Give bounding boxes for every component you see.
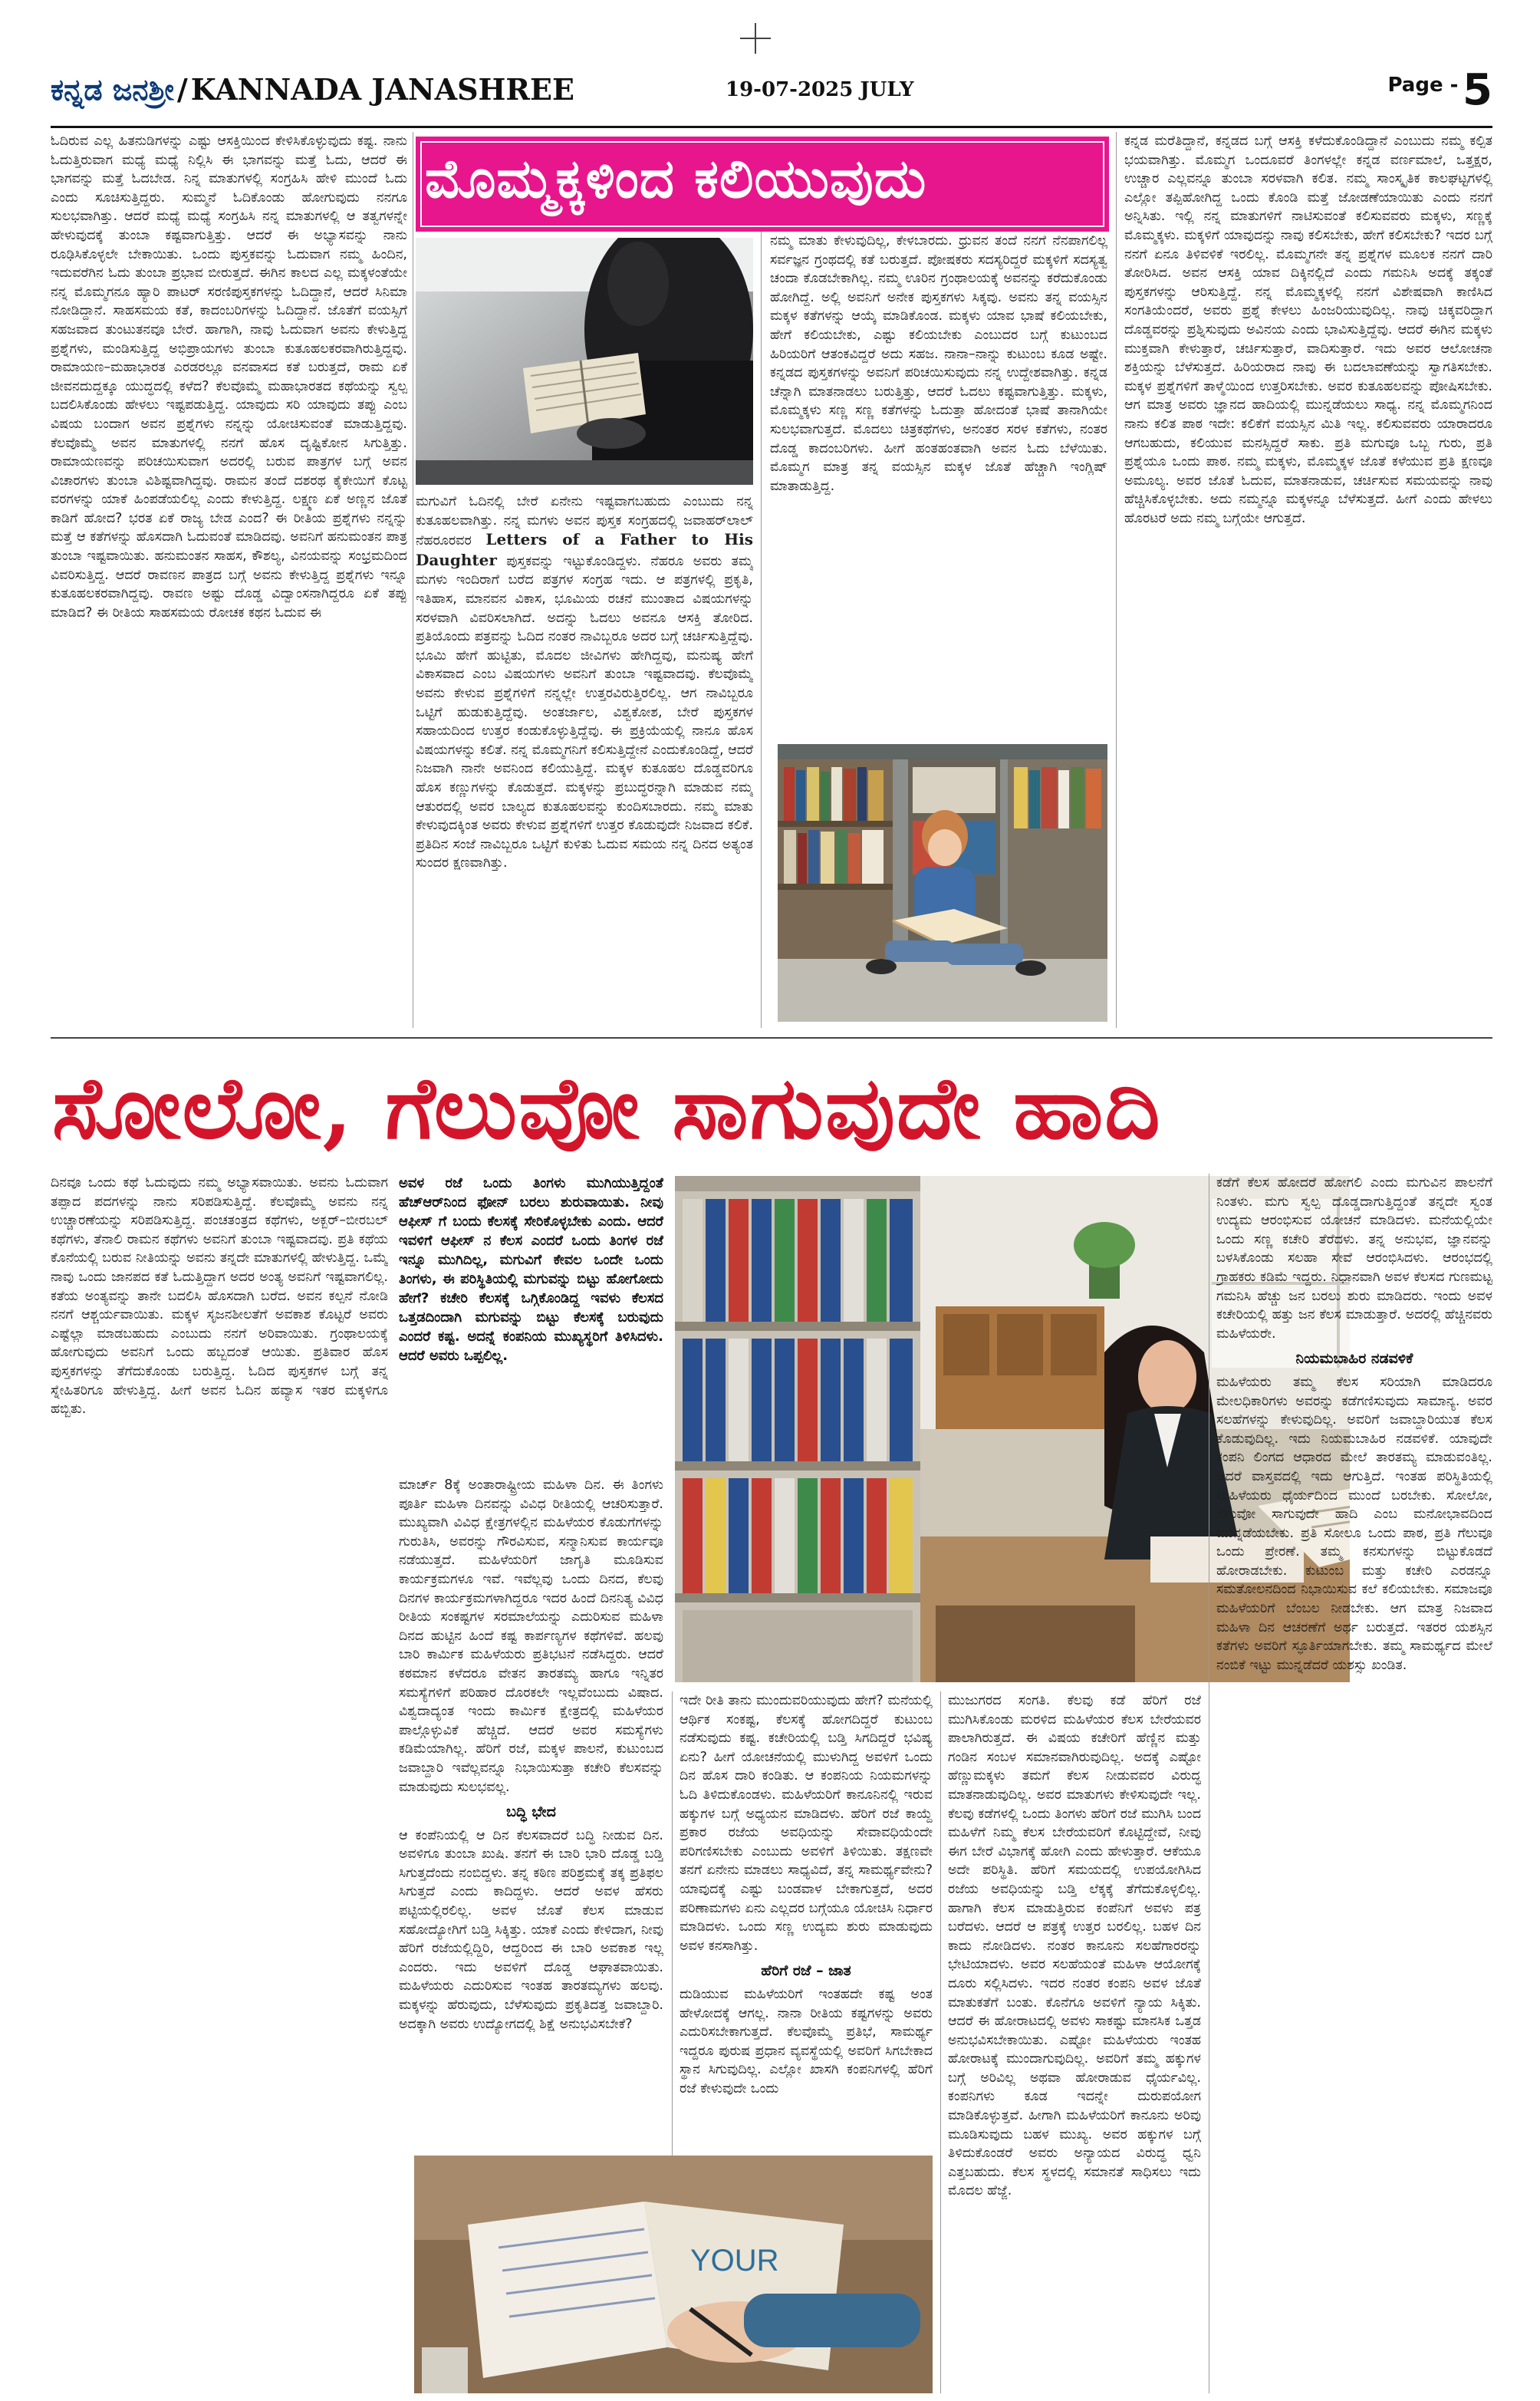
column-divider: [761, 232, 762, 1028]
article2-column-3-text: ಮುಜುಗರದ ಸಂಗತಿ. ಕೆಲವು ಕಡೆ ಹೆರಿಗೆ ರಜೆ ಮುಗಿಸಿಕೊಂಡು ಮರಳಿದ ಮಹಿಳೆಯರ ಕೆಲಸ ಬೇರೆಯವರ ಪಾಲಾಗಿರುತ್ತದೆ. ಈ ವಿಷಯ ಕಚೇರಿಗೆ ಹೆಣ್ಣಿನ ಮತ್ತು ಗಂಡಿನ ಸಂಬಳ ಸಮಾನವಾಗಿರುವುದಿಲ್ಲ. ಅದಕ್ಕೆ ಎಷ್ಟೋ ಹೆಣ್ಣುಮಕ್ಕಳು ತಮಗೆ ಕೆಲಸ ನೀಡುವವರ ವಿರುದ್ಧ ಮಾತನಾಡುವುದಿಲ್ಲ. ಅವರ ಮಾತುಗಳು ಕೇಳಿಸುವುದೇ ಇಲ್ಲ. ಕೆಲವು ಕಡೆಗಳಲ್ಲಿ ಒಂದು ತಿಂಗಳು ಹೆರಿಗೆ ರಜೆ ಮುಗಿಸಿ ಬಂದ ಮಹಿಳೆಗೆ ನಿಮ್ಮ ಕೆಲಸ ಬೇರೆಯವರಿಗೆ ಕೊಟ್ಟಿದ್ದೇವೆ, ನೀವು ಈಗ ಬೇರೆ ವಿಭಾಗಕ್ಕೆ ಹೋಗಿ ಎಂದು ಹೇಳುತ್ತಾರೆ. ಆಕೆಯೂ ಅದೇ ಪರಿಸ್ಥಿತಿ. ಹೆರಿಗೆ ಸಮಯದಲ್ಲಿ ಉಪಯೋಗಿಸಿದ ರಜೆಯ ಅವಧಿಯನ್ನು ಬಡ್ತಿ ಲೆಕ್ಕಕ್ಕೆ ತೆಗೆದುಕೊಳ್ಳಲಿಲ್ಲ. ಹಾಗಾಗಿ ಕೆಲಸ ಮಾಡುತ್ತಿರುವ ಕಂಪೆನಿಗೆ ಅವಳು ಪತ್ರ ಬರೆದಳು. ಆದರೆ ಆ ಪತ್ರಕ್ಕೆ ಉತ್ತರ ಬರಲಿಲ್ಲ. ಬಹಳ ದಿನ ಕಾದು ನೋಡಿದಳು. ನಂತರ ಕಾನೂನು ಸಲಹೆಗಾರರನ್ನು ಭೇಟಿಯಾದಳು. ಅವರ ಸಲಹೆಯಂತೆ ಮಹಿಳಾ ಆಯೋಗಕ್ಕೆ ದೂರು ಸಲ್ಲಿಸಿದಳು. ಇದರ ನಂತರ ಕಂಪನಿ ಅವಳ ಜೊತೆ ಮಾತುಕತೆಗೆ ಬಂತು. ಕೊನೆಗೂ ಅವಳಿಗೆ ನ್ಯಾಯ ಸಿಕ್ಕಿತು. ಆದರೆ ಈ ಹೋರಾಟದಲ್ಲಿ ಅವಳು ಸಾಕಷ್ಟು ಮಾನಸಿಕ ಒತ್ತಡ ಅನುಭವಿಸಬೇಕಾಯಿತು. ಎಷ್ಟೋ ಮಹಿಳೆಯರು ಇಂತಹ ಹೋರಾಟಕ್ಕೆ ಮುಂದಾಗುವುದಿಲ್ಲ. ಅವರಿಗೆ ತಮ್ಮ ಹಕ್ಕುಗಳ ಬಗ್ಗೆ ಅರಿವಿಲ್ಲ ಅಥವಾ ಹೋರಾಡುವ ಧೈರ್ಯವಿಲ್ಲ. ಕಂಪನಿಗಳು ಕೂಡ ಇದನ್ನೇ ದುರುಪಯೋಗ ಮಾಡಿಕೊಳ್ಳುತ್ತವೆ. ಹೀಗಾಗಿ ಮಹಿಳೆಯರಿಗೆ ಕಾನೂನು ಅರಿವು ಮೂಡಿಸುವುದು ಬಹಳ ಮುಖ್ಯ. ಅವರ ಹಕ್ಕುಗಳ ಬಗ್ಗೆ ತಿಳಿದುಕೊಂಡರೆ ಅವರು ಅನ್ಯಾಯದ ವಿರುದ್ಧ ಧ್ವನಿ ಎತ್ತಬಹುದು. ಕೆಲಸ ಸ್ಥಳದಲ್ಲಿ ಸಮಾನತೆ ಸಾಧಿಸಲು ಇದು ಮೊದಲ ಹೆಜ್ಜೆ.: [948, 1693, 1201, 2199]
article1-headline: ಮೊಮ್ಮಕ್ಕಳಿಂದ ಕಲಿಯುವುದು: [425, 147, 927, 210]
photo-reading-woman: [416, 238, 753, 485]
article2-headline: ಸೋಲೋ, ಗೆಲುವೋ ಸಾಗುವುದೇ ಹಾದಿ: [52, 1058, 1162, 1158]
column-divider: [940, 1691, 941, 2393]
article2-subhead-1: ಬದ್ಧಿ ಭೇದ: [506, 1803, 556, 1821]
article1-column-3-text-a: ನಮ್ಮ ಮಾತು ಕೇಳುವುದಿಲ್ಲ, ಕೇಳಬಾರದು. ಧ್ರುವನ ತಂದೆ ನನಗೆ ನೆನಪಾಗಲಿಲ್ಲ ಸರ್ವಜ್ಞನ ಗ್ರಂಥದಲ್ಲಿ ಕತೆ ಬರುತ್ತದೆ. ಪೋಷಕರು ಸದಸ್ಯರಿದ್ದರೆ ಮಕ್ಕಳಿಗೆ ಸದಸ್ಯತ್ವ ಚಂದಾ ಕೊಡಬೇಕಾಗಿಲ್ಲ. ನಮ್ಮ ಊರಿನ ಗ್ರಂಥಾಲಯಕ್ಕೆ ಅವನನ್ನು ಕರೆದುಕೊಂಡು ಹೋಗಿದ್ದೆ. ಅಲ್ಲಿ ಅವನಿಗೆ ಅನೇಕ ಪುಸ್ತಕಗಳು ಸಿಕ್ಕವು. ಅವನು ತನ್ನ ವಯಸ್ಸಿನ ಮಕ್ಕಳ ಕತೆಗಳನ್ನು ಆಯ್ಕೆ ಮಾಡಿಕೊಂಡ. ಮಕ್ಕಳು ಯಾವ ಭಾಷೆ ಕಲಿಯಬೇಕು, ಹೇಗೆ ಕಲಿಯಬೇಕು, ಎಷ್ಟು ಕಲಿಯಬೇಕು ಎಂಬುದರ ಬಗ್ಗೆ ಕುಟುಂಬದ ಹಿರಿಯರಿಗೆ ಆತಂಕವಿದ್ದರೆ ಅದು ಸಹಜ. ನಾನಾ–ನಾನ್ನು ಕುಟುಂಬ ಕೂಡ ಅಷ್ಟೇ. ಕನ್ನಡದ ಪುಸ್ತಕಗಳನ್ನು ಅವನಿಗೆ ಪರಿಚಯಿಸುವುದು ನನ್ನ ಉದ್ದೇಶವಾಗಿತ್ತು. ಕನ್ನಡ ಚೆನ್ನಾಗಿ ಮಾತನಾಡಲು ಬರುತ್ತಿತ್ತು, ಆದರೆ ಓದಲು ಕಷ್ಟವಾಗುತ್ತಿತ್ತು. ಮಕ್ಕಳು, ಮೊಮ್ಮಕ್ಕಳು ಸಣ್ಣ ಸಣ್ಣ ಕತೆಗಳನ್ನು ಓದುತ್ತಾ ಹೋದಂತೆ ಭಾಷೆ ತಾನಾಗಿಯೇ ಸುಲಭವಾಗುತ್ತದೆ. ಮೊದಲು ಚಿತ್ರಕಥೆಗಳು, ಅನಂತರ ಸರಳ ಕತೆಗಳು, ನಂತರ ದೊಡ್ಡ ಕಾದಂಬರಿಗಳು. ಹೀಗೆ ಹಂತಹಂತವಾಗಿ ಅವನ ಓದು ಬೆಳೆಯಿತು. ಮೊಮ್ಮಗ ಮಾತ್ರ ತನ್ನ ವಯಸ್ಸಿನ ಮಕ್ಕಳ ಜೊತೆ ಹೆಚ್ಚಾಗಿ ಇಂಗ್ಲಿಷ್ ಮಾತಾಡುತ್ತಿದ್ದ.: [770, 233, 1107, 494]
book-title: Letters of a Father to His Daughter: [416, 530, 753, 569]
svg-text:YOUR: YOUR: [690, 2244, 779, 2277]
article1-column-2-text-b: ಪುಸ್ತಕವನ್ನು ಇಟ್ಟುಕೊಂಡಿದ್ದಳು. ನೆಹರೂ ಅವರು ತಮ್ಮ ಮಗಳು ಇಂದಿರಾಗೆ ಬರೆದ ಪತ್ರಗಳ ಸಂಗ್ರಹ ಇದು. ಆ ಪತ್ರಗಳಲ್ಲಿ ಪ್ರಕೃತಿ, ಇತಿಹಾಸ, ಮಾನವನ ವಿಕಾಸ, ಭೂಮಿಯ ರಚನೆ ಮುಂತಾದ ವಿಷಯಗಳನ್ನು ಸರಳವಾಗಿ ವಿವರಿಸಲಾಗಿದೆ. ಅದನ್ನು ಓದಲು ಅವನೂ ಆಸಕ್ತಿ ತೋರಿದ. ಪ್ರತಿಯೊಂದು ಪತ್ರವನ್ನು ಓದಿದ ನಂತರ ನಾವಿಬ್ಬರೂ ಅದರ ಬಗ್ಗೆ ಚರ್ಚಿಸುತ್ತಿದ್ದೆವು. ಭೂಮಿ ಹೇಗೆ ಹುಟ್ಟಿತು, ಮೊದಲ ಜೀವಿಗಳು ಹೇಗಿದ್ದವು, ಮನುಷ್ಯ ಹೇಗೆ ವಿಕಾಸವಾದ ಎಂಬ ವಿಷಯಗಳು ಅವನಿಗೆ ತುಂಬಾ ಇಷ್ಟವಾದವು. ಕೆಲವೊಮ್ಮೆ ಅವನು ಕೇಳುವ ಪ್ರಶ್ನೆಗಳಿಗೆ ನನ್ನಲ್ಲೇ ಉತ್ತರವಿರುತ್ತಿರಲಿಲ್ಲ. ಆಗ ನಾವಿಬ್ಬರೂ ಒಟ್ಟಿಗೆ ಹುಡುಕುತ್ತಿದ್ದೆವು. ಅಂತರ್ಜಾಲ, ವಿಶ್ವಕೋಶ, ಬೇರೆ ಪುಸ್ತಕಗಳ ಸಹಾಯದಿಂದ ಉತ್ತರ ಕಂಡುಕೊಳ್ಳುತ್ತಿದ್ದೆವು. ಈ ಪ್ರಕ್ರಿಯೆಯಲ್ಲಿ ನಾನೂ ಹೊಸ ವಿಷಯಗಳನ್ನು ಕಲಿತೆ. ನನ್ನ ಮೊಮ್ಮಗನಿಗೆ ಕಲಿಸುತ್ತಿದ್ದೇನೆ ಎಂದುಕೊಂಡಿದ್ದೆ, ಆದರೆ ನಿಜವಾಗಿ ನಾನೇ ಅವನಿಂದ ಕಲಿಯುತ್ತಿದ್ದೆ. ಮಕ್ಕಳ ಕುತೂಹಲ ದೊಡ್ಡವರಿಗೂ ಹೊಸ ಕಣ್ಣುಗಳನ್ನು ಕೊಡುತ್ತದೆ. ಮಕ್ಕಳನ್ನು ಪ್ರಬುದ್ಧರನ್ನಾಗಿ ಮಾಡುವ ನಮ್ಮ ಆತುರದಲ್ಲಿ ಅವರ ಬಾಲ್ಯದ ಕುತೂಹಲವನ್ನು ಕುಂದಿಸಬಾರದು. ನಮ್ಮ ಮಾತು ಕೇಳುವುದಕ್ಕಿಂತ ಅವರು ಕೇಳುವ ಪ್ರಶ್ನೆಗಳಿಗೆ ಉತ್ತರ ಕೊಡುವುದೇ ನಿಜವಾದ ಕಲಿಕೆ. ಪ್ರತಿದಿನ ಸಂಜೆ ನಾವಿಬ್ಬರೂ ಒಟ್ಟಿಗೆ ಕುಳಿತು ಓದುವ ಸಮಯ ನನ್ನ ದಿನದ ಅತ್ಯಂತ ಸುಂದರ ಕ್ಷಣವಾಗಿತ್ತು.: [416, 553, 753, 871]
article2-intro: ಅವಳ ರಜೆ ಒಂದು ತಿಂಗಳು ಮುಗಿಯುತ್ತಿದ್ದಂತೆ ಹೆಚ್‌ಆರ್‌ನಿಂದ ಫೋನ್ ಬರಲು ಶುರುವಾಯಿತು. ನೀವು ಆಫೀಸ್ ಗೆ ಬಂದು ಕೆಲಸಕ್ಕೆ ಸೇರಿಕೊಳ್ಳಬೇಕು ಎಂದು. ಆದರೆ ಇವಳಿಗೆ ಆಫೀಸ್ ನ ಕೆಲಸ ಎಂದರೆ ಒಂದು ತಿಂಗಳ ರಜೆ ಇನ್ನೂ ಮುಗಿದಿಲ್ಲ, ಮಗುವಿಗೆ ಕೇವಲ ಒಂದೇ ಒಂದು ತಿಂಗಳು, ಈ ಪರಿಸ್ಥಿತಿಯಲ್ಲಿ ಮಗುವನ್ನು ಬಿಟ್ಟು ಹೋಗೋದು ಹೇಗೆ? ಕಚೇರಿ ಕೆಲಸಕ್ಕೆ ಒಗ್ಗಿಕೊಂಡಿದ್ದ ಇವಳು ಕೆಲಸದ ಒತ್ತಡದಿಂದಾಗಿ ಮಗುವನ್ನು ಬಿಟ್ಟು ಕೆಲಸಕ್ಕೆ ಬರುವುದು ಎಂದರೆ ಕಷ್ಟ. ಅದನ್ನೆ ಕಂಪನಿಯ ಮುಖ್ಯಸ್ಥರಿಗೆ ತಿಳಿಸಿದಳು. ಆದರೆ ಅವರು ಒಪ್ಪಲಿಲ್ಲ.: [399, 1175, 663, 1364]
masthead-rule: [51, 126, 1492, 128]
photo-boy-library: [778, 744, 1107, 1022]
page-number: 5: [1463, 65, 1492, 115]
article2-subhead-2: ಹೆರಿಗೆ ರಜೆ – ಜಾತ: [761, 1962, 851, 1980]
photo-writing-desk: [414, 2156, 933, 2393]
article2-column-4-text: ಕಡೆಗೆ ಕೆಲಸ ಹೋದರೆ ಹೋಗಲಿ ಎಂದು ಮಗುವಿನ ಪಾಲನೆಗೆ ನಿಂತಳು. ಮಗು ಸ್ವಲ್ಪ ದೊಡ್ಡದಾಗುತ್ತಿದ್ದಂತೆ ತನ್ನದೇ ಸ್ವಂತ ಉದ್ಯಮ ಆರಂಭಿಸುವ ಯೋಚನೆ ಮಾಡಿದಳು. ಮನೆಯಲ್ಲಿಯೇ ಒಂದು ಸಣ್ಣ ಕಚೇರಿ ತೆರೆದಳು. ತನ್ನ ಅನುಭವ, ಜ್ಞಾನವನ್ನು ಬಳಸಿಕೊಂಡು ಸಲಹಾ ಸೇವೆ ಆರಂಭಿಸಿದಳು. ಆರಂಭದಲ್ಲಿ ಗ್ರಾಹಕರು ಕಡಿಮೆ ಇದ್ದರು. ನಿಧಾನವಾಗಿ ಅವಳ ಕೆಲಸದ ಗುಣಮಟ್ಟ ಗಮನಿಸಿ ಹೆಚ್ಚು ಜನ ಬರಲು ಶುರು ಮಾಡಿದರು. ಇಂದು ಅವಳ ಕಚೇರಿಯಲ್ಲಿ ಹತ್ತು ಜನ ಕೆಲಸ ಮಾಡುತ್ತಾರೆ. ಅದರಲ್ಲಿ ಹೆಚ್ಚಿನವರು ಮಹಿಳೆಯರೇ.: [1216, 1175, 1492, 1342]
article1-column-1: [51, 132, 407, 1028]
article2-subhead-3: ನಿಯಮಬಾಹಿರ ನಡವಳಿಕೆ: [1295, 1350, 1413, 1368]
registration-mark: [740, 23, 771, 54]
column-divider: [1116, 132, 1117, 1028]
article1-column-3-continued: ದಿನವೂ ಒಂದು ಕಥೆ ಓದುವುದು ನಮ್ಮ ಅಭ್ಯಾಸವಾಯಿತು. ಅವನು ಓದುವಾಗ ತಪ್ಪಾದ ಪದಗಳನ್ನು ನಾನು ಸರಿಪಡಿಸುತ್ತಿದ್ದೆ. ಕೆಲವೊಮ್ಮೆ ಅವನು ನನ್ನ ಉಚ್ಚಾರಣೆಯನ್ನು ಸರಿಪಡಿಸುತ್ತಿದ್ದ. ಪಂಚತಂತ್ರದ ಕಥೆಗಳು, ಅಕ್ಬರ್–ಬೀರಬಲ್ ಕಥೆಗಳು, ತೆನಾಲಿ ರಾಮನ ಕಥೆಗಳು ಅವನಿಗೆ ತುಂಬಾ ಇಷ್ಟವಾದವು. ಪ್ರತಿ ಕಥೆಯ ಕೊನೆಯಲ್ಲಿ ಬರುವ ನೀತಿಯನ್ನು ಅವನು ತನ್ನದೇ ಮಾತುಗಳಲ್ಲಿ ಹೇಳುತ್ತಿದ್ದ. ಒಮ್ಮೆ ನಾವು ಒಂದು ಜಾನಪದ ಕತೆ ಓದುತ್ತಿದ್ದಾಗ ಅದರ ಅಂತ್ಯ ಅವನಿಗೆ ಇಷ್ಟವಾಗಲಿಲ್ಲ. ಕತೆಯ ಅಂತ್ಯವನ್ನು ತಾನೇ ಬದಲಿಸಿ ಹೊಸದಾಗಿ ಬರೆದ. ಅವನ ಕಲ್ಪನೆ ನೋಡಿ ನನಗೆ ಆಶ್ಚರ್ಯವಾಯಿತು. ಮಕ್ಕಳ ಸೃಜನಶೀಲತೆಗೆ ಅವಕಾಶ ಕೊಟ್ಟರೆ ಅವರು ಎಷ್ಟೆಲ್ಲಾ ಮಾಡಬಹುದು ಎಂಬುದು ನನಗೆ ಅರಿವಾಯಿತು. ಗ್ರಂಥಾಲಯಕ್ಕೆ ಹೋಗುವುದು ಅವನಿಗೆ ಒಂದು ಹಬ್ಬದಂತೆ ಆಯಿತು. ಪ್ರತಿವಾರ ಹೊಸ ಪುಸ್ತಕಗಳನ್ನು ತೆಗೆದುಕೊಂಡು ಬರುತ್ತಿದ್ದ. ಓದಿದ ಪುಸ್ತಕಗಳ ಬಗ್ಗೆ ತನ್ನ ಸ್ನೇಹಿತರಿಗೂ ಹೇಳುತ್ತಿದ್ದ. ಹೀಗೆ ಅವನ ಓದಿನ ಹವ್ಯಾಸ ಇತರ ಮಕ್ಕಳಿಗೂ ಹಬ್ಬಿತು.: [51, 1175, 388, 1418]
article2-column-4-text-b: ಮಹಿಳೆಯರು ತಮ್ಮ ಕೆಲಸ ಸರಿಯಾಗಿ ಮಾಡಿದರೂ ಮೇಲಧಿಕಾರಿಗಳು ಅವರನ್ನು ಕಡೆಗಣಿಸುವುದು ಸಾಮಾನ್ಯ. ಅವರ ಸಲಹೆಗಳನ್ನು ಕೇಳುವುದಿಲ್ಲ. ಅವರಿಗೆ ಜವಾಬ್ದಾರಿಯುತ ಕೆಲಸ ಕೊಡುವುದಿಲ್ಲ. ಇದು ನಿಯಮಬಾಹಿರ ನಡವಳಿಕೆ. ಯಾವುದೇ ಕಂಪನಿ ಲಿಂಗದ ಆಧಾರದ ಮೇಲೆ ತಾರತಮ್ಯ ಮಾಡುವಂತಿಲ್ಲ. ಆದರೆ ವಾಸ್ತವದಲ್ಲಿ ಇದು ಆಗುತ್ತಿದೆ. ಇಂತಹ ಪರಿಸ್ಥಿತಿಯಲ್ಲಿ ಮಹಿಳೆಯರು ಧೈರ್ಯದಿಂದ ಮುಂದೆ ಬರಬೇಕು. ಸೋಲೋ, ಗೆಲುವೋ ಸಾಗುವುದೇ ಹಾದಿ ಎಂಬ ಮನೋಭಾವದಿಂದ ಮುನ್ನಡೆಯಬೇಕು. ಪ್ರತಿ ಸೋಲೂ ಒಂದು ಪಾಠ, ಪ್ರತಿ ಗೆಲುವೂ ಒಂದು ಪ್ರೇರಣೆ. ತಮ್ಮ ಕನಸುಗಳನ್ನು ಬಿಟ್ಟುಕೊಡದೆ ಹೋರಾಡಬೇಕು. ಕುಟುಂಬ ಮತ್ತು ಕಚೇರಿ ಎರಡನ್ನೂ ಸಮತೋಲನದಿಂದ ನಿಭಾಯಿಸುವ ಕಲೆ ಕಲಿಯಬೇಕು. ಸಮಾಜವೂ ಮಹಿಳೆಯರಿಗೆ ಬೆಂಬಲ ನೀಡಬೇಕು. ಆಗ ಮಾತ್ರ ನಿಜವಾದ ಮಹಿಳಾ ದಿನ ಆಚರಣೆಗೆ ಅರ್ಥ ಬರುತ್ತದೆ. ಇತರರ ಯಶಸ್ಸಿನ ಕತೆಗಳು ಅವರಿಗೆ ಸ್ಫೂರ್ತಿಯಾಗಬೇಕು. ತಮ್ಮ ಸಾಮರ್ಥ್ಯದ ಮೇಲೆ ನಂಬಿಕೆ ಇಟ್ಟು ಮುನ್ನಡೆದರೆ ಯಶಸ್ಸು ಖಂಡಿತ.: [1216, 1374, 1492, 1673]
article1-column-2: [416, 492, 753, 1028]
article2-column-1-text-b: ಆ ಕಂಪೆನಿಯಲ್ಲಿ ಆ ದಿನ ಕೆಲಸವಾದರೆ ಬದ್ಧಿ ನೀಡುವ ದಿನ. ಅವಳಿಗೂ ತುಂಬಾ ಖುಷಿ. ತನಗೆ ಈ ಬಾರಿ ಭಾರಿ ದೊಡ್ಡ ಬಡ್ತಿ ಸಿಗುತ್ತದೆಂದು ನಂಬಿದ್ದಳು. ತನ್ನ ಕಠಿಣ ಪರಿಶ್ರಮಕ್ಕೆ ತಕ್ಕ ಪ್ರತಿಫಲ ಸಿಗುತ್ತದೆ ಎಂದು ಕಾದಿದ್ದಳು. ಆದರೆ ಅವಳ ಹೆಸರು ಪಟ್ಟಿಯಲ್ಲಿರಲಿಲ್ಲ. ಅವಳ ಜೊತೆ ಕೆಲಸ ಮಾಡುವ ಸಹೋದ್ಯೋಗಿಗೆ ಬಡ್ತಿ ಸಿಕ್ಕಿತ್ತು. ಯಾಕೆ ಎಂದು ಕೇಳಿದಾಗ, ನೀವು ಹೆರಿಗೆ ರಜೆಯಲ್ಲಿದ್ದಿರಿ, ಆದ್ದರಿಂದ ಈ ಬಾರಿ ಅವಕಾಶ ಇಲ್ಲ ಎಂದರು. ಇದು ಅವಳಿಗೆ ದೊಡ್ಡ ಆಘಾತವಾಯಿತು. ಮಹಿಳೆಯರು ಎದುರಿಸುವ ಇಂತಹ ತಾರತಮ್ಯಗಳು ಹಲವು. ಮಕ್ಕಳನ್ನು ಹೆರುವುದು, ಬೆಳೆಸುವುದು ಪ್ರಕೃತಿದತ್ತ ಜವಾಬ್ದಾರಿ. ಅದಕ್ಕಾಗಿ ಅವರು ಉದ್ಯೋಗದಲ್ಲಿ ಶಿಕ್ಷೆ ಅನುಭವಿಸಬೇಕೆ?: [399, 1827, 663, 2032]
article-divider: [51, 1037, 1492, 1039]
publication-name: [51, 72, 574, 107]
article1-column-2-text-a: ಮಗುವಿಗೆ ಓದಿನಲ್ಲಿ ಬೇರೆ ಏನೇನು ಇಷ್ಟವಾಗಬಹುದು ಎಂಬುದು ನನ್ನ ಕುತೂಹಲವಾಗಿತ್ತು. ನನ್ನ ಮಗಳು ಅವನ ಪುಸ್ತಕ ಸಂಗ್ರಹದಲ್ಲಿ ಜವಾಹರ್‌ಲಾಲ್ ನೆಹರೂರವರ: [416, 494, 753, 549]
publication-name-english: KANNADA JANASHREE: [190, 72, 574, 107]
article2-column-2: [680, 1691, 933, 2148]
issue-date: 19-07-2025 JULY: [726, 78, 914, 101]
masthead: [51, 65, 1492, 115]
article2-column-1-text: ಮಾರ್ಚ್ 8ಕ್ಕೆ ಅಂತಾರಾಷ್ಟ್ರೀಯ ಮಹಿಳಾ ದಿನ. ಈ ತಿಂಗಳು ಪೂರ್ತಿ ಮಹಿಳಾ ದಿನವನ್ನು ವಿವಿಧ ರೀತಿಯಲ್ಲಿ ಆಚರಿಸುತ್ತಾರೆ. ಮುಖ್ಯವಾಗಿ ವಿವಿಧ ಕ್ಷೇತ್ರಗಳಲ್ಲಿನ ಮಹಿಳೆಯರ ಕೊಡುಗೆಗಳನ್ನು ಗುರುತಿಸಿ, ಅವರನ್ನು ಗೌರವಿಸುವ, ಸನ್ಮಾನಿಸುವ ಕಾರ್ಯವೂ ನಡೆಯುತ್ತದೆ. ಮಹಿಳೆಯರಿಗೆ ಜಾಗೃತಿ ಮೂಡಿಸುವ ಕಾರ್ಯಕ್ರಮಗಳೂ ಇವೆ. ಇವೆಲ್ಲವು ಒಂದು ದಿನದ, ಕೆಲವು ದಿನಗಳ ಕಾರ್ಯಕ್ರಮಗಳಾಗಿದ್ದರೂ ಇದರ ಹಿಂದೆ ದಿನನಿತ್ಯ ವಿವಿಧ ರೀತಿಯ ಸಂಕಷ್ಟಗಳ ಸರಮಾಲೆಯನ್ನು ಎದುರಿಸುವ ಮಹಿಳಾ ದಿನದ ಹುಟ್ಟಿನ ಹಿಂದೆ ಕಷ್ಟ ಕಾರ್ಪಣ್ಯಗಳ ಕಥೆಗಳಿವೆ. ಹಲವು ಬಾರಿ ಕಾರ್ಮಿಕ ಮಹಿಳೆಯರು ಪ್ರತಿಭಟನೆ ನಡೆಸಿದ್ದರು. ಆದರೆ ಕಠಮಾನ ಕಳೆದರೂ ವೇತನ ತಾರತಮ್ಯ ಹಾಗೂ ಇನ್ನಿತರ ಸಮಸ್ಯೆಗಳಿಗೆ ಪರಿಹಾರ ದೊರಕಲೇ ಇಲ್ಲವೆಂಬುದು ವಿಷಾದ. ವಿಶ್ವದಾದ್ಯಂತ ಇಂದು ಕಾರ್ಮಿಕ ಕ್ಷೇತ್ರದಲ್ಲಿ ಮಹಿಳೆಯರ ಪಾಲ್ಗೊಳ್ಳುವಿಕೆ ಹೆಚ್ಚಿದೆ. ಆದರೆ ಅವರ ಸಮಸ್ಯೆಗಳು ಕಡಿಮೆಯಾಗಿಲ್ಲ. ಹೆರಿಗೆ ರಜೆ, ಮಕ್ಕಳ ಪಾಲನೆ, ಕುಟುಂಬದ ಜವಾಬ್ದಾರಿ ಇವೆಲ್ಲವನ್ನೂ ನಿಭಾಯಿಸುತ್ತಾ ಕಚೇರಿ ಕೆಲಸವನ್ನು ಮಾಡುವುದು ಸುಲಭವಲ್ಲ.: [399, 1477, 663, 1795]
article2-column-2-text: ಇದೇ ರೀತಿ ತಾನು ಮುಂದುವರಿಯುವುದು ಹೇಗೆ? ಮನೆಯಲ್ಲಿ ಆರ್ಥಿಕ ಸಂಕಷ್ಟ, ಕೆಲಸಕ್ಕೆ ಹೋಗದಿದ್ದರೆ ಕುಟುಂಬ ನಡೆಸುವುದು ಕಷ್ಟ. ಕಚೇರಿಯಲ್ಲಿ ಬಡ್ತಿ ಸಿಗದಿದ್ದರೆ ಭವಿಷ್ಯ ಏನು? ಹೀಗೆ ಯೋಚನೆಯಲ್ಲಿ ಮುಳುಗಿದ್ದ ಅವಳಿಗೆ ಒಂದು ದಿನ ಹೊಸ ದಾರಿ ಕಂಡಿತು. ಆ ಕಂಪನಿಯ ನಿಯಮಗಳನ್ನು ಓದಿ ತಿಳಿದುಕೊಂಡಳು. ಮಹಿಳೆಯರಿಗೆ ಕಾನೂನಿನಲ್ಲಿ ಇರುವ ಹಕ್ಕುಗಳ ಬಗ್ಗೆ ಅಧ್ಯಯನ ಮಾಡಿದಳು. ಹೆರಿಗೆ ರಜೆ ಕಾಯ್ದೆ ಪ್ರಕಾರ ರಜೆಯ ಅವಧಿಯನ್ನು ಸೇವಾವಧಿಯೆಂದೇ ಪರಿಗಣಿಸಬೇಕು ಎಂಬುದು ಅವಳಿಗೆ ತಿಳಿಯಿತು. ತಕ್ಷಣವೇ ತನಗೆ ಏನೇನು ಮಾಡಲು ಸಾಧ್ಯವಿದೆ, ತನ್ನ ಸಾಮರ್ಥ್ಯವೇನು? ಯಾವುದಕ್ಕೆ ಎಷ್ಟು ಬಂಡವಾಳ ಬೇಕಾಗುತ್ತದೆ, ಅದರ ಪರಿಣಾಮಗಳು ಏನು ಎಲ್ಲದರ ಬಗ್ಗೆಯೂ ಯೋಚಿಸಿ ನಿರ್ಧಾರ ಮಾಡಿದಳು. ಒಂದು ಸಣ್ಣ ಉದ್ಯಮ ಶುರು ಮಾಡುವುದು ಅವಳ ಕನಸಾಗಿತ್ತು.: [680, 1693, 933, 1954]
article1-column-4: [1124, 132, 1492, 1028]
article2-column-2-text-b: ದುಡಿಯುವ ಮಹಿಳೆಯರಿಗೆ ಇಂತಹದೇ ಕಷ್ಟ ಅಂತ ಹೇಳೋದಕ್ಕೆ ಆಗಲ್ಲ. ನಾನಾ ರೀತಿಯ ಕಷ್ಟಗಳನ್ನು ಅವರು ಎದುರಿಸಬೇಕಾಗುತ್ತದೆ. ಕೆಲವೊಮ್ಮೆ ಪ್ರತಿಭೆ, ಸಾಮರ್ಥ್ಯ ಇದ್ದರೂ ಪುರುಷ ಪ್ರಧಾನ ವ್ಯವಸ್ಥೆಯಲ್ಲಿ ಅವರಿಗೆ ಸಿಗಬೇಕಾದ ಸ್ಥಾನ ಸಿಗುವುದಿಲ್ಲ. ಎಲ್ಲೋ ಖಾಸಗಿ ಕಂಪನಿಗಳಲ್ಲಿ ಹೆರಿಗೆ ರಜೆ ಕೇಳುವುದೇ ಒಂದು: [680, 1986, 933, 2096]
publication-name-separator: /: [176, 72, 188, 107]
article2-column-3: [948, 1691, 1201, 2393]
article1-column-1-text: ಓದಿರುವ ಎಲ್ಲ ಹಿತನುಡಿಗಳನ್ನು ಎಷ್ಟು ಆಸಕ್ತಿಯಿಂದ ಕೇಳಿಸಿಕೊಳ್ಳುವುದು ಕಷ್ಟ. ನಾನು ಓದುತ್ತಿರುವಾಗ ಮಧ್ಯೆ ಮಧ್ಯೆ ನಿಲ್ಲಿಸಿ ಈ ಭಾಗವನ್ನು ಮತ್ತೆ ಓದು, ಆದರೆ ಈ ಭಾಗವನ್ನು ಮತ್ತೆ ಓದಬೇಡ. ನಿನ್ನ ಮಾತುಗಳಲ್ಲಿ ಸಂಗ್ರಹಿಸಿ ಹೇಳಿ ಮುಂದೆ ಓದು ಎಂದು ಸೂಚಿಸುತ್ತಿದ್ದರು. ಸುಮ್ಮನೆ ಓದಿಕೊಂಡು ಹೋಗುವುದು ನನಗೂ ಸುಲಭವಾಗಿತ್ತು. ಆದರೆ ಮಧ್ಯೆ ಮಧ್ಯೆ ಸಂಗ್ರಹಿಸಿ ನನ್ನ ಮಾತುಗಳಲ್ಲಿ ಆ ತತ್ವಗಳನ್ನೇ ಹೇಳುವುದಕ್ಕೆ ತುಂಬಾ ಕಷ್ಟವಾಗುತ್ತಿತ್ತು. ಆದರೆ ಈ ಅಭ್ಯಾಸವನ್ನು ನಾನು ರೂಢಿಸಿಕೊಳ್ಳಲೇ ಬೇಕಾಯಿತು. ಒಂದು ಪುಸ್ತಕವನ್ನು ಓದುವಾಗ ನಮ್ಮ ಹಿಂದಿನ, ಇದುವರೆಗಿನ ಓದು ತುಂಬಾ ಪ್ರಭಾವ ಬೀರುತ್ತದೆ. ಈಗಿನ ಕಾಲದ ಎಲ್ಲ ಮಕ್ಕಳಂತೆಯೇ ನನ್ನ ಮೊಮ್ಮಗನೂ ಹ್ಯಾರಿ ಪಾಟರ್ ಸರಣಿಪುಸ್ತಕಗಳನ್ನು ಓದಿದ್ದಾನೆ, ಆದರೆ ಸಿನಿಮಾ ನೋಡಿದ್ದಾನೆ. ಸಾಹಸಮಯ ಕತೆ, ಕಾದಂಬರಿಗಳನ್ನು ಓದಿದ್ದಾನೆ. ಜೊತೆಗೆ ವಯಸ್ಸಿಗೆ ಸಹಜವಾದ ತುಂಟುತನವೂ ಬೇರೆ. ಹಾಗಾಗಿ, ನಾವು ಓದುವಾಗ ಅವನು ಕೇಳುತ್ತಿದ್ದ ಪ್ರಶ್ನೆಗಳು, ಮಂಡಿಸುತ್ತಿದ್ದ ಅಭಿಪ್ರಾಯಗಳು ತುಂಬಾ ಕುತೂಹಲಕರವಾಗಿರುತ್ತಿದ್ದವು. ರಾಮಾಯಣ–ಮಹಾಭಾರತ ಎರಡರಲ್ಲೂ ವನವಾಸದ ಕತೆ ಬರುತ್ತದೆ, ರಾಮ ಏಕೆ ಜೀವನದುದ್ದಕ್ಕೂ ಯುದ್ಧದಲ್ಲಿ ಕಳೆದ? ಕೆಲವೊಮ್ಮೆ ಮಹಾಭಾರತದ ಕಥೆಯನ್ನು ಸ್ವಲ್ಪ ಬದಲಿಸಿಕೊಂಡು ಹೇಳಲು ಇಷ್ಟಪಡುತ್ತಿದ್ದ. ಯಾವುದು ಸರಿ ಯಾವುದು ತಪ್ಪು ಎಂಬ ವಿಷಯ ಬಂದಾಗ ಅವನ ಪ್ರಶ್ನೆಗಳು ನನ್ನನ್ನು ಯೋಚಿಸುವಂತೆ ಮಾಡುತ್ತಿದ್ದವು. ಕೆಲವೊಮ್ಮೆ ಅವನ ಮಾತುಗಳಲ್ಲಿ ನನಗೆ ಹೊಸ ದೃಷ್ಟಿಕೋನ ಸಿಗುತ್ತಿತ್ತು. ರಾಮಾಯಣವನ್ನು ಪರಿಚಯಿಸುವಾಗ ಅದರಲ್ಲಿ ಬರುವ ಪಾತ್ರಗಳ ಬಗ್ಗೆ ಅವನ ವಿಚಾರಗಳು ತುಂಬಾ ವಿಶಿಷ್ಟವಾಗಿದ್ದವು. ರಾಮನ ತಂದೆ ದಶರಥ ಕೈಕೇಯಿಗೆ ಕೊಟ್ಟ ವರಗಳನ್ನು ಯಾಕೆ ಹಿಂಪಡೆಯಲಿಲ್ಲ ಎಂದು ಕೇಳುತ್ತಿದ್ದ. ಲಕ್ಷ್ಮಣ ಏಕೆ ಅಣ್ಣನ ಜೊತೆ ಕಾಡಿಗೆ ಹೋದ? ಭರತ ಏಕೆ ರಾಜ್ಯ ಬೇಡ ಎಂದ? ಈ ರೀತಿಯ ಪ್ರಶ್ನೆಗಳು ನನ್ನನ್ನು ಮತ್ತೆ ಆ ಕತೆಗಳನ್ನು ಹೊಸದಾಗಿ ಓದುವಂತೆ ಮಾಡಿದವು. ಅವನಿಗೆ ಹನುಮಂತನ ಪಾತ್ರ ತುಂಬಾ ಇಷ್ಟವಾಯಿತು. ಹನುಮಂತನ ಸಾಹಸ, ಕೌಶಲ್ಯ, ವಿನಯವನ್ನು ಸಂಭ್ರಮದಿಂದ ವಿವರಿಸುತ್ತಿದ್ದ. ಆದರೆ ರಾವಣನ ಪಾತ್ರದ ಬಗ್ಗೆ ಅವನು ಕೇಳುತ್ತಿದ್ದ ಪ್ರಶ್ನೆಗಳು ಇನ್ನೂ ಕುತೂಹಲಕರವಾಗಿದ್ದವು. ರಾವಣ ಅಷ್ಟು ದೊಡ್ಡ ವಿದ್ವಾಂಸನಾಗಿದ್ದರೂ ಏಕೆ ತಪ್ಪು ಮಾಡಿದ? ಈ ರೀತಿಯ ಸಾಹಸಮಯ ರೋಚಕ ಕಥನ ಓದುವ ಈ: [51, 133, 407, 621]
page-label: Page -: [1387, 74, 1459, 97]
page-indicator: [1387, 65, 1492, 115]
article1-column-4-text: ಕನ್ನಡ ಮರೆತಿದ್ದಾನೆ, ಕನ್ನಡದ ಬಗ್ಗೆ ಆಸಕ್ತಿ ಕಳೆದುಕೊಂಡಿದ್ದಾನೆ ಎಂಬುದು ನಮ್ಮ ಕಲ್ಪಿತ ಭಯವಾಗಿತ್ತು. ಮೊಮ್ಮಗ ಒಂದೂವರೆ ತಿಂಗಳಲ್ಲೇ ಕನ್ನಡ ವರ್ಣಮಾಲೆ, ಒತ್ತಕ್ಷರ, ಉಚ್ಚಾರ ಎಲ್ಲವನ್ನೂ ತುಂಬಾ ಸರಳವಾಗಿ ಕಲಿತ. ನಮ್ಮ ಸಾಂಸ್ಕೃತಿಕ ಕಾಲಘಟ್ಟಗಳಲ್ಲಿ ಎಲ್ಲೋ ತಪ್ಪಿಹೋಗಿದ್ದ ಒಂದು ಕೊಂಡಿ ಮತ್ತೆ ಜೋಡಣೆಯಾಯಿತು ಎಂದು ನನಗೆ ಅನ್ನಿಸಿತು. ಇಲ್ಲಿ ನನ್ನ ಮಾತುಗಳಿಗೆ ನಾಟಿಸುವಂತೆ ಕಲಿಸುವವರು ಮಕ್ಕಳು, ಸಣ್ಣಕ್ಕೆ ಮೊಮ್ಮಕ್ಕಳು. ಮಕ್ಕಳಿಗೆ ಯಾವುದನ್ನು ನಾವು ಕಲಿಸಬೇಕು, ಹೇಗೆ ಕಲಿಸಬೇಕು? ಇದರ ಬಗ್ಗೆ ನನಗೆ ಏನೂ ತಿಳಿವಳಿಕೆ ಇರಲಿಲ್ಲ. ಮೊಮ್ಮಗನೇ ತನ್ನ ಪ್ರಶ್ನೆಗಳ ಮೂಲಕ ನನಗೆ ದಾರಿ ತೋರಿಸಿದ. ಅವನ ಆಸಕ್ತಿ ಯಾವ ದಿಕ್ಕಿನಲ್ಲಿದೆ ಎಂದು ಗಮನಿಸಿ ಅದಕ್ಕೆ ತಕ್ಕಂತೆ ಪುಸ್ತಕಗಳನ್ನು ಆರಿಸುತ್ತಿದ್ದೆ. ನನ್ನ ಮೊಮ್ಮಕ್ಕಳಲ್ಲಿ ನನಗೆ ವಿಶೇಷವಾಗಿ ಕಾಣಿಸಿದ ಸಂಗತಿಯೆಂದರೆ, ಅವರು ಪ್ರಶ್ನೆ ಕೇಳಲು ಹಿಂಜರಿಯುವುದಿಲ್ಲ. ನಾವು ಚಿಕ್ಕವರಿದ್ದಾಗ ದೊಡ್ಡವರನ್ನು ಪ್ರಶ್ನಿಸುವುದು ಅವಿನಯ ಎಂದು ಭಾವಿಸುತ್ತಿದ್ದೆವು. ಆದರೆ ಈಗಿನ ಮಕ್ಕಳು ಮುಕ್ತವಾಗಿ ಕೇಳುತ್ತಾರೆ, ಚರ್ಚಿಸುತ್ತಾರೆ, ವಾದಿಸುತ್ತಾರೆ. ಇದು ಅವರ ಆಲೋಚನಾ ಶಕ್ತಿಯನ್ನು ಬೆಳೆಸುತ್ತದೆ. ಹಿರಿಯರಾದ ನಾವು ಈ ಬದಲಾವಣೆಯನ್ನು ಸ್ವಾಗತಿಸಬೇಕು. ಮಕ್ಕಳ ಪ್ರಶ್ನೆಗಳಿಗೆ ತಾಳ್ಮೆಯಿಂದ ಉತ್ತರಿಸಬೇಕು. ಅವರ ಕುತೂಹಲವನ್ನು ಪೋಷಿಸಬೇಕು. ಆಗ ಮಾತ್ರ ಅವರು ಜ್ಞಾನದ ಹಾದಿಯಲ್ಲಿ ಮುನ್ನಡೆಯಲು ಸಾಧ್ಯ. ನನ್ನ ಮೊಮ್ಮಗನಿಂದ ನಾನು ಕಲಿತ ಪಾಠ ಇದೇ: ಕಲಿಕೆಗೆ ವಯಸ್ಸಿನ ಮಿತಿ ಇಲ್ಲ. ಕಲಿಸುವವರು ಯಾರಾದರೂ ಆಗಬಹುದು, ಕಲಿಯುವ ಮನಸ್ಸಿದ್ದರೆ ಸಾಕು. ಪ್ರತಿ ಮಗುವೂ ಒಬ್ಬ ಗುರು, ಪ್ರತಿ ಪ್ರಶ್ನೆಯೂ ಒಂದು ಪಾಠ. ನಮ್ಮ ಮಕ್ಕಳು, ಮೊಮ್ಮಕ್ಕಳ ಜೊತೆ ಕಳೆಯುವ ಪ್ರತಿ ಕ್ಷಣವೂ ಅಮೂಲ್ಯ. ಅವರ ಜೊತೆ ಓದುವ, ಮಾತನಾಡುವ, ಚರ್ಚಿಸುವ ಸಮಯವನ್ನು ನಾವು ಹೆಚ್ಚಿಸಿಕೊಳ್ಳಬೇಕು. ಅದು ನಮ್ಮನ್ನೂ ಮಕ್ಕಳನ್ನೂ ಬೆಳೆಸುತ್ತದೆ. ಹೀಗೆ ಎಂದು ಹೇಳಲು ಹೊರಟರೆ ಅದು ನಮ್ಮ ಬಗ್ಗೆಯೇ ಆಗುತ್ತದೆ.: [1124, 133, 1492, 526]
publication-name-kannada: ಕನ್ನಡ ಜನಶ್ರೀ: [51, 72, 174, 107]
article1-column-3: [770, 232, 1107, 738]
article2-left-column: [51, 1174, 388, 2393]
article1-headline-banner: [416, 137, 1109, 232]
article2-column-4: [1216, 1174, 1492, 2393]
